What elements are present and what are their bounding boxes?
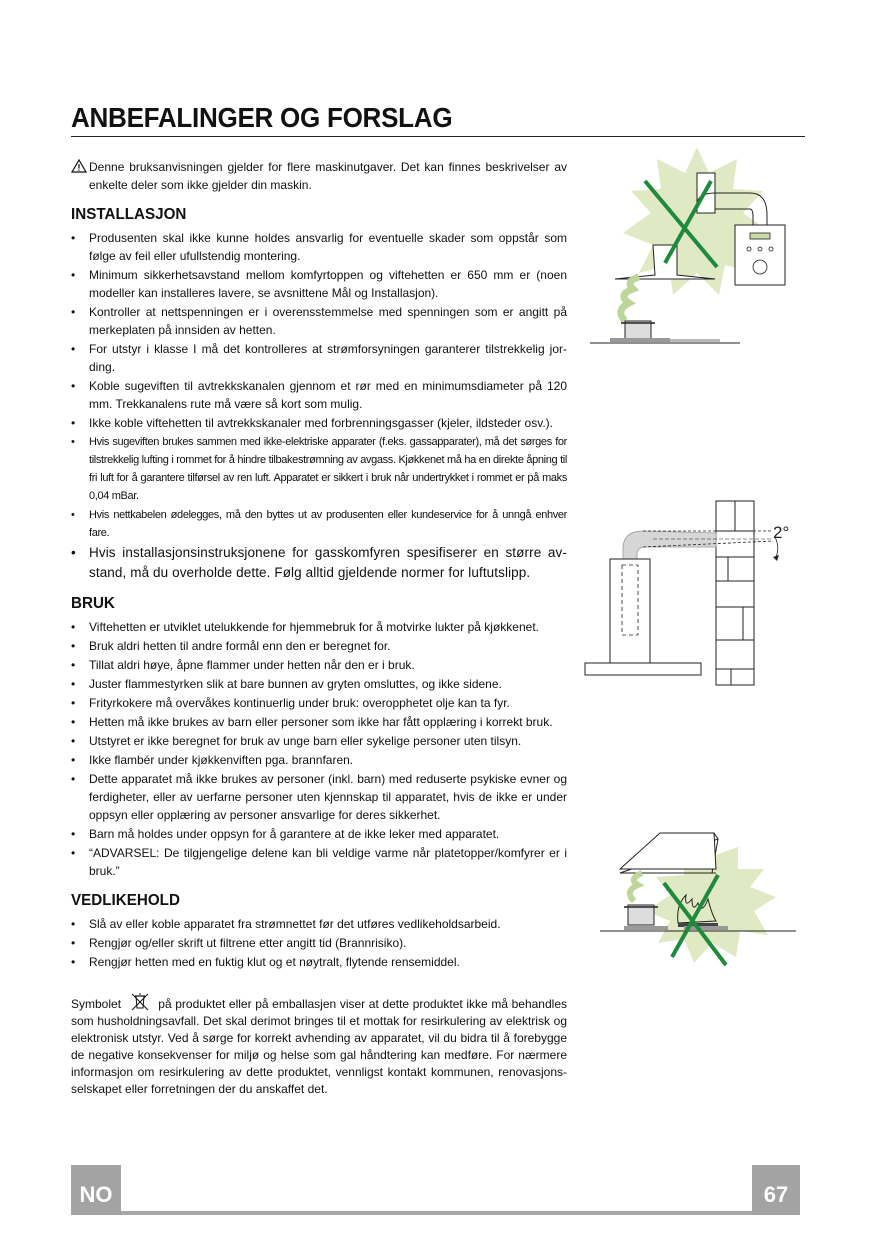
list-item: • Bruk aldri hetten til andre formål enn den er beregnet for.	[71, 637, 567, 655]
flambe-warning-illustration	[598, 825, 800, 975]
installasjon-list	[71, 229, 567, 583]
main-content	[71, 158, 567, 1098]
bruk-heading: BRUK	[71, 595, 115, 612]
list-item: • Minimum sikkerhetsavstand mellom komfyrtoppen og viftehetten er 650 mm er (noen modeller kan installeres lavere, se avsnittene Mål og Installasjon).	[71, 266, 567, 302]
list-item: • Ikke koble viftehetten til avtrekkskanaler med forbrenningsgasser (kjeler, ildsteder osv.).	[71, 414, 567, 432]
list-item: • “ADVARSEL: De tilgjengelige delene kan bli veldige varme når platetopper/komfyrer er i bruk.”	[71, 844, 567, 880]
pot	[628, 905, 654, 925]
list-item: • Rengjør hetten med en fuktig klut og et nøytralt, flytende rensemiddel.	[71, 953, 567, 971]
installasjon-heading: INSTALLASJON	[71, 206, 187, 223]
list-item: • Rengjør og/eller skrift ut filtrene etter angitt tid (Brannrisiko).	[71, 934, 567, 952]
hood-chimney	[610, 559, 650, 663]
language-badge: NO	[71, 1165, 121, 1215]
recycling-paragraph	[71, 993, 567, 1098]
hood-distance-illustration	[585, 145, 800, 350]
list-item: • Dette apparatet må ikke brukes av personer (inkl. barn) med reduserte psykiske evner og ferdigheter, eller av uerfarne personer uten kjennskap til apparatet, hvis de ikke er under oppsyn eller opplæring av personer ansvarlige for deres sikkerhet.	[71, 770, 567, 824]
list-item: • Produsenten skal ikke kunne holdes ansvarlig for eventuelle skader som oppstår som følge av feil eller ufullstendig montering.	[71, 229, 567, 265]
intro-paragraph	[71, 158, 567, 194]
duct-elbow	[623, 531, 716, 559]
list-item: • Hetten må ikke brukes av barn eller personer som ikke har fått opplæring i korrekt bruk.	[71, 713, 567, 731]
list-item: • Hvis sugeviften brukes sammen med ikke-elektriske apparater (f.eks. gassapparater), må det sørges for tilstrekkelig lufting i rommet for å hindre tilbakestrømning av avgass. Kjøkkenet må ha en direkte åpning til fri luft for å garantere tilførsel av ren luft. Apparatet er sikkert i bruk når undertrykket i rommet er på maks 0,04 mBar.	[71, 433, 567, 505]
duct-slope-illustration	[583, 495, 800, 690]
vedlikehold-list	[71, 915, 567, 971]
list-item: • Barn må holdes under oppsyn for å garantere at de ikke leker med apparatet.	[71, 825, 567, 843]
hood-canopy	[620, 833, 716, 869]
list-item: • For utstyr i klasse I må det kontrolleres at strømforsyningen garanterer tilstrekkelig jor-ding.	[71, 340, 567, 376]
list-item: • Tillat aldri høye, åpne flammer under hetten når den er i bruk.	[71, 656, 567, 674]
steam	[621, 277, 639, 321]
list-item: • Ikke flambér under kjøkkenviften pga. brannfaren.	[71, 751, 567, 769]
intro-text: Denne bruksanvisningen gjelder for flere maskinutgaver. Det kan finnes beskrivelser av enkelte deler som ikke gjelder din maskin.	[89, 160, 567, 192]
list-item: • Kontroller at nettspenningen er i overensstemmelse med spenningen som er angitt på merkeplaten på innsiden av hetten.	[71, 303, 567, 339]
angle-label: 2°	[773, 523, 790, 542]
warning-icon	[71, 159, 87, 173]
bruk-list	[71, 618, 567, 880]
page-number: 67	[752, 1165, 800, 1215]
page-title: ANBEFALINGER OG FORSLAG	[71, 102, 453, 133]
list-item: • Koble sugeviften til avtrekkskanalen gjennom et rør med en minimumsdiameter på 120 mm. Trekkanalens rute må være så kort som mulig.	[71, 377, 567, 413]
hood-canopy	[585, 663, 701, 675]
symbol-after-text: på produktet eller på emballasjen viser at dette produktet ikke må behandles som husholdningsavfall. Det skal derimot bringes til et mottak for resirkulering av elektrisk og elektronisk utstyr. Ved å sørge for korrekt avhending av apparatet, vil du bidra til å forebygge de negative konsekvenser for miljø og helse som gal håndtering kan medføre. For nærmere informasjon om resirkulering av dette produktet, vennligst kontakt kommunen, renovasjons-selskapet eller forretningen der du anskaffet det.	[71, 997, 567, 1096]
list-item: • Slå av eller koble apparatet fra strømnettet før det utføres vedlikeholdsarbeid.	[71, 915, 567, 933]
list-item: • Viftehetten er utviklet utelukkende for hjemmebruk for å motvirke lukter på kjøkkenet.	[71, 618, 567, 636]
footer-bar	[71, 1211, 800, 1215]
symbol-before-text: Symbolet	[71, 997, 122, 1011]
crossed-bin-icon	[129, 993, 151, 1011]
vedlikehold-heading: VEDLIKEHOLD	[71, 892, 180, 909]
steam	[630, 873, 642, 901]
list-item: • Juster flammestyrken slik at bare bunnen av gryten omsluttes, og ikke sidene.	[71, 675, 567, 693]
list-item: • Utstyret er ikke beregnet for bruk av unge barn eller sykelige personer uten tilsyn.	[71, 732, 567, 750]
list-item: • Frityrkokere må overvåkes kontinuerlig under bruk: overopphetet olje kan ta fyr.	[71, 694, 567, 712]
list-item: • Hvis installasjonsinstruksjonene for gasskomfyren spesifiserer en større av-stand, må du overholde dette. Følg alltid gjeldende normer for luftutslipp.	[71, 543, 567, 583]
title-rule	[71, 136, 805, 137]
list-item: • Hvis nettkabelen ødelegges, må den byttes ut av produsenten eller kundeservice for å unngå enhver fare.	[71, 506, 567, 542]
